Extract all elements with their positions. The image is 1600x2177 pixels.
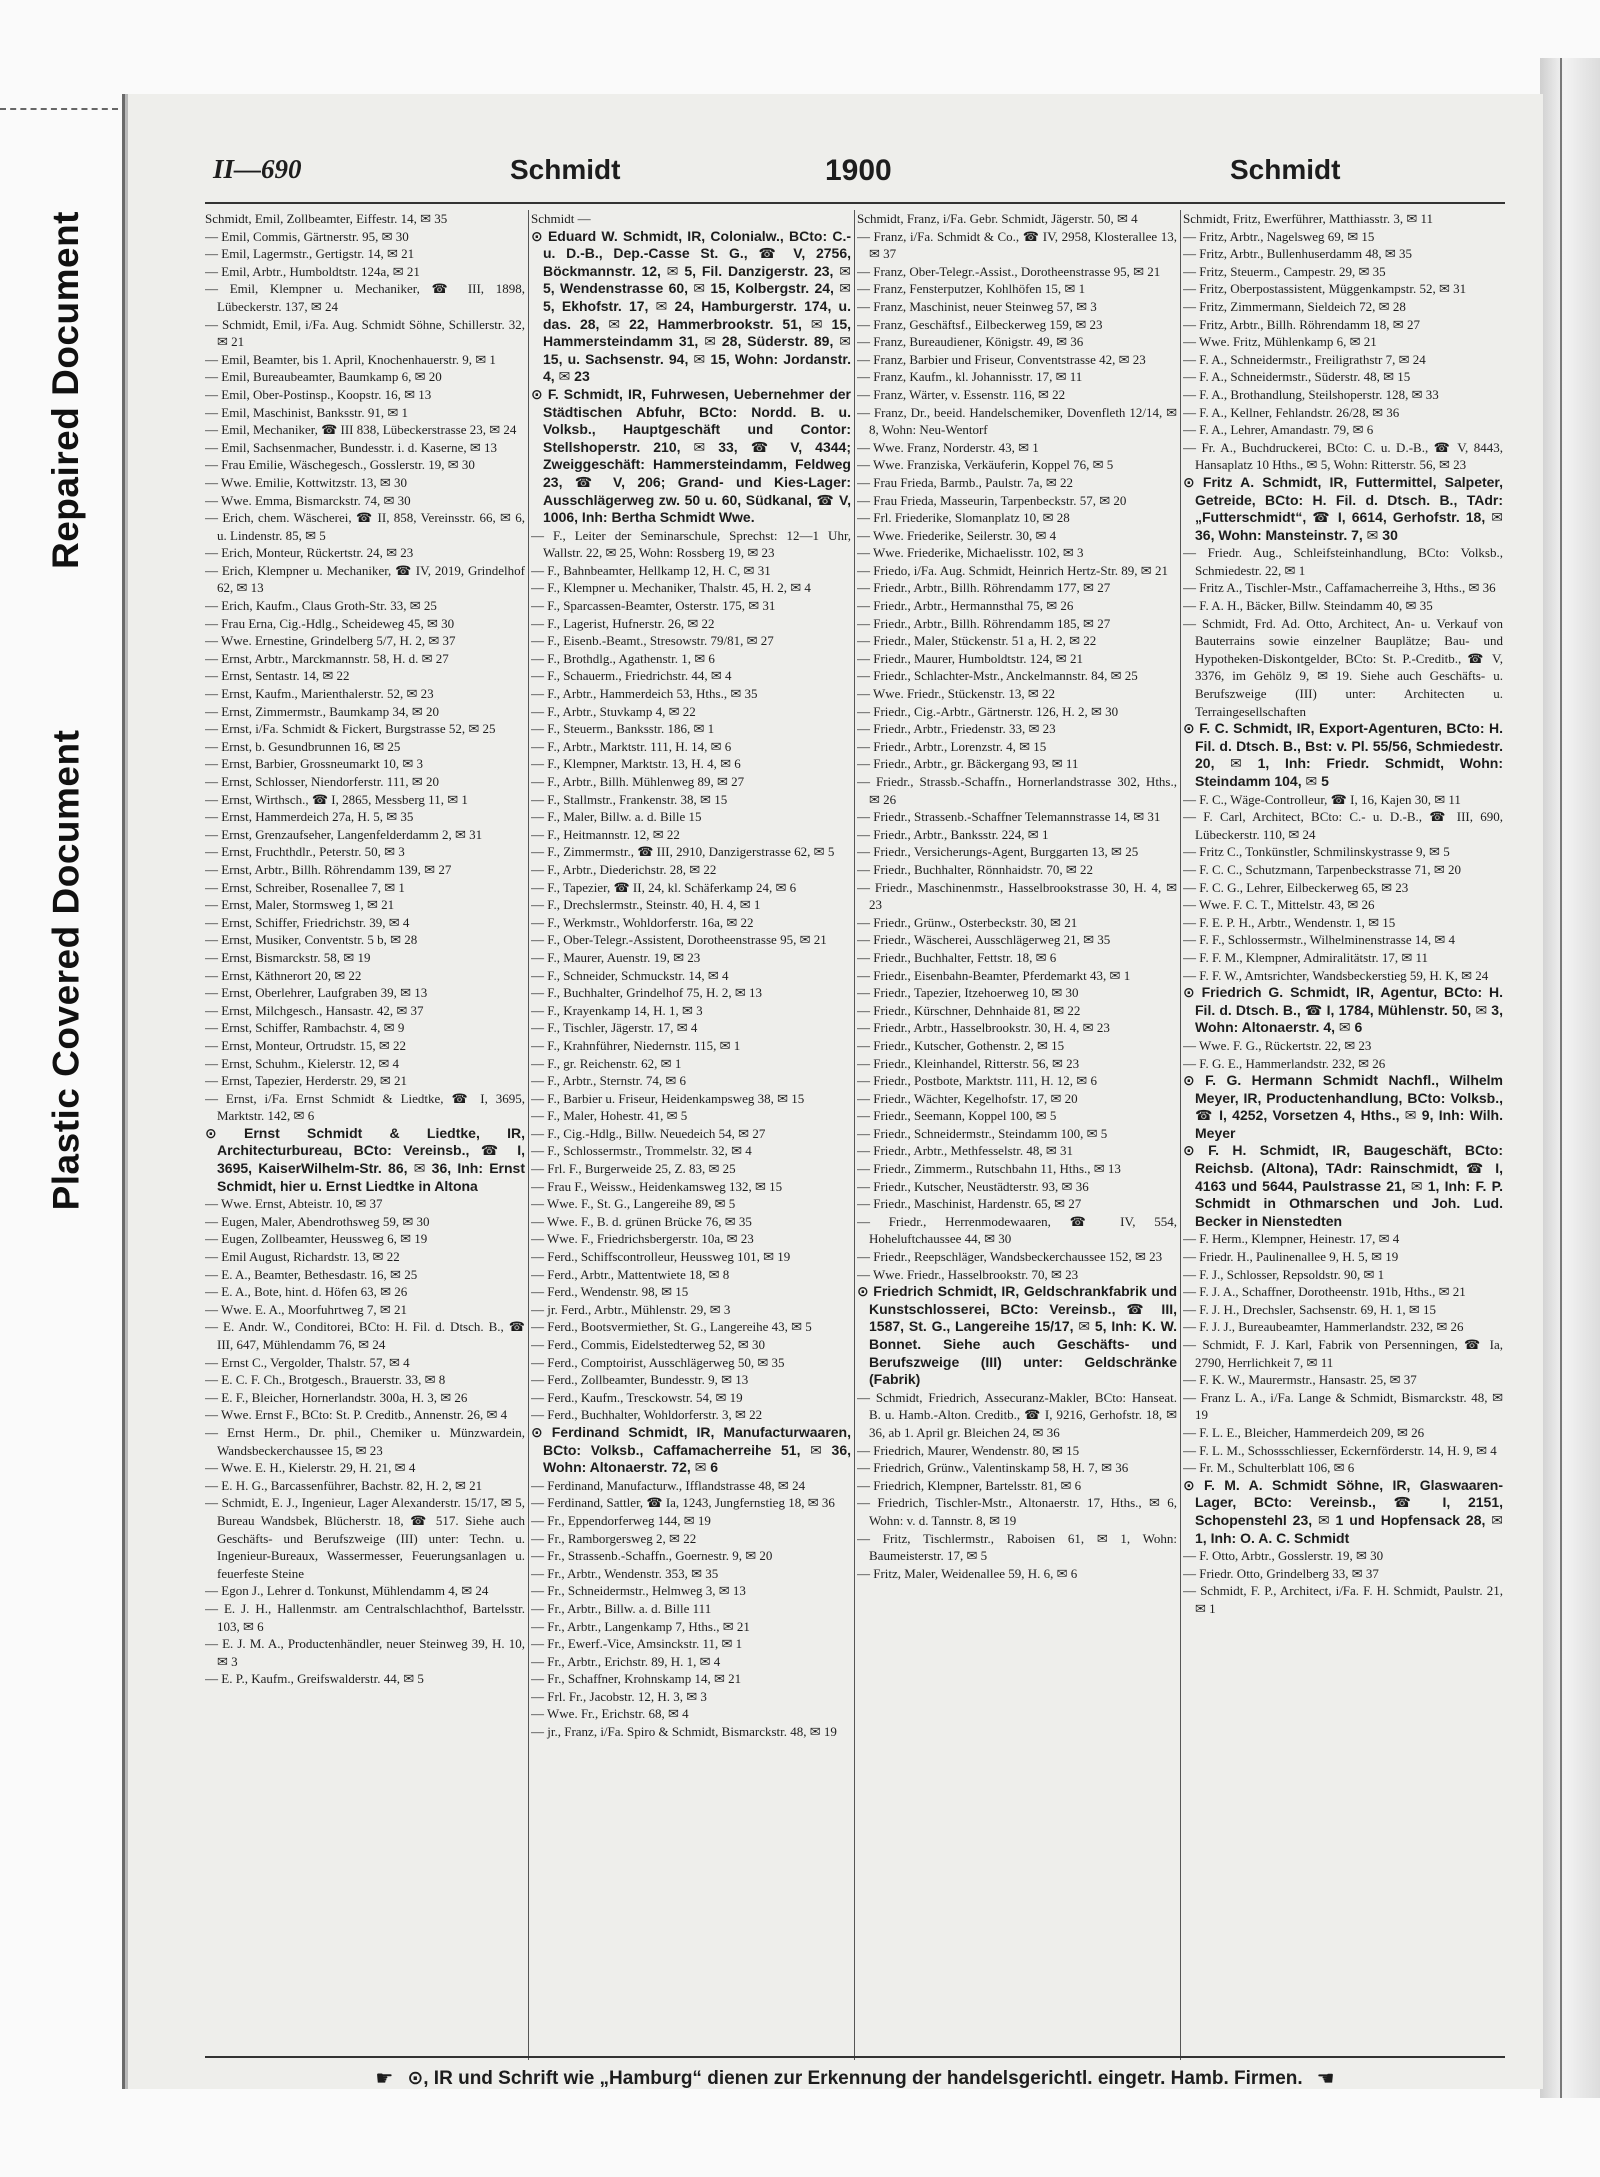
directory-entry: — Egon J., Lehrer d. Tonkunst, Mühlendamm 4, ✉ 24: [205, 1583, 489, 1599]
directory-entry: — Ernst, Milchgesch., Hansastr. 42, ✉ 37: [205, 1002, 424, 1018]
directory-entry: ⊙ F. G. Hermann Schmidt Nachfl., Wilhelm Meyer, IR, Productenhandlung, BCto: Volksb., ☎ I, 4252, Vorsetzen 4, Hths., ✉ 9, Inh: Wilh. Meyer: [1183, 1072, 1503, 1141]
directory-entry: — Fr., Arbtr., Billw. a. d. Bille 111: [531, 1600, 712, 1616]
directory-entry: — F. J. H., Drechsler, Sachsenstr. 69, H. 1, ✉ 15: [1183, 1301, 1437, 1317]
directory-entry: — Erich, chem. Wäscherei, ☎ II, 858, Vereinsstr. 66, ✉ 6, u. Lindenstr. 85, ✉ 5: [205, 510, 525, 543]
directory-entry: — F., Maurer, Auenstr. 19, ✉ 23: [531, 949, 701, 965]
directory-entry: — Fritz, Oberpostassistent, Müggenkampstr. 52, ✉ 31: [1183, 281, 1467, 297]
directory-entry: — Wwe. E. H., Kielerstr. 29, H. 21, ✉ 4: [205, 1460, 416, 1476]
directory-entry: — Emil, Commis, Gärtnerstr. 95, ✉ 30: [205, 228, 409, 244]
directory-entry: ⊙ Eduard W. Schmidt, IR, Colonialw., BCto: C.- u. D.-B., Dep.-Casse St. G., ☎ V, 2756, Böckmannstr. 12, ✉ 5, Fil. Danzigerstr. 23, ✉ 5, Wendenstrasse 60, ✉ 15, Kolbergstr. 24, ✉ 5, Ekhofstr. 17, ✉ 24, Hamburgerstr. 174, u. das. 28, ✉ 22, Hammerbrookstr. 51, ✉ 15, Hammersteindamm 31, ✉ 28, Süderstr. 89, ✉ 15, u. Sachsenstr. 94, ✉ 15, Wohn: Jordanstr. 4, ✉ 23: [531, 227, 851, 385]
directory-entry: — Ferd., Buchhalter, Wohldorferstr. 3, ✉ 22: [531, 1407, 763, 1423]
directory-entry: — Ernst Herm., Dr. phil., Chemiker u. Münzwardein, Wandsbeckerchaussee 15, ✉ 23: [205, 1424, 525, 1458]
directory-entry: — Fritz, Tischlermstr., Raboisen 61, ✉ 1, Wohn: Baumeisterstr. 17, ✉ 5: [857, 1530, 1177, 1564]
directory-entry: Schmidt —: [531, 211, 591, 226]
page-header: [205, 154, 1505, 194]
directory-entry: — Ernst, Monteur, Ortrudstr. 15, ✉ 22: [205, 1037, 407, 1053]
directory-entry: — Eugen, Zollbeamter, Heussweg 6, ✉ 19: [205, 1231, 428, 1247]
directory-entry: — Franz L. A., i/Fa. Lange & Schmidt, Bismarckstr. 48, ✉ 19: [1183, 1389, 1503, 1423]
directory-entry: — F., Arbtr., Billh. Mühlenweg 89, ✉ 27: [531, 774, 745, 789]
directory-entry: — F. C., Wäge-Controlleur, ☎ I, 16, Kajen 30, ✉ 11: [1183, 791, 1461, 807]
directory-entry: — F., Arbtr., Stuvkamp 4, ✉ 22: [531, 703, 696, 719]
directory-entry: — Erich, Klempner u. Mechaniker, ☎ IV, 2019, Grindelhof 62, ✉ 13: [205, 562, 525, 596]
directory-entry: — Friedr., Kutscher, Neustädterstr. 93, ✉ 36: [857, 1178, 1089, 1194]
directory-entry: — Friedr., Cig.-Arbtr., Gärtnerstr. 126, H. 2, ✉ 30: [857, 703, 1119, 719]
directory-entry: — jr. Ferd., Arbtr., Mühlenstr. 29, ✉ 3: [531, 1301, 731, 1317]
directory-entry: — Wwe. Friedr., Stückenstr. 13, ✉ 22: [857, 686, 1056, 702]
directory-entry: — Wwe. Emma, Bismarckstr. 74, ✉ 30: [205, 492, 411, 508]
directory-entry: Schmidt, Franz, i/Fa. Gebr. Schmidt, Jägerstr. 50, ✉ 4: [857, 211, 1138, 226]
directory-entry: — E. A., Beamter, Bethesdastr. 16, ✉ 25: [205, 1266, 418, 1282]
directory-entry: — Emil August, Richardstr. 13, ✉ 22: [205, 1249, 400, 1265]
directory-entry: ⊙ F. Schmidt, IR, Fuhrwesen, Uebernehmer der Städtischen Abfuhr, BCto: Nordd. B. u. Volksb., Hauptgeschäft und Contor: Stellshoperstr. 210, ✉ 33, ☎ V, 4344; Zweiggeschäft: Hammersteindamm, Feldweg 23, ☎ V, 206; Grand- und Kies-Lager: Ausschlägerweg zw. 50 u. 60, Südkanal, ☎ V, 1006, Inh: Bertha Schmidt Wwe.: [531, 385, 851, 526]
directory-entry: — F., Maler, Hohestr. 41, ✉ 5: [531, 1108, 688, 1124]
directory-entry: — Franz, i/Fa. Schmidt & Co., ☎ IV, 2958, Klosterallee 13, ✉ 37: [857, 228, 1177, 262]
directory-entry: — Ernst, Fruchthdlr., Peterstr. 50, ✉ 3: [205, 844, 405, 860]
directory-entry: — Schmidt, F. P., Architect, i/Fa. F. H. Schmidt, Paulstr. 21, ✉ 1: [1183, 1583, 1503, 1616]
directory-entry: — Emil, Lagermstr., Gertigstr. 14, ✉ 21: [205, 246, 415, 262]
directory-entry: — F., Schauerm., Friedrichstr. 44, ✉ 4: [531, 668, 732, 684]
directory-entry: — Ferdinand, Manufacturw., Ifflandstrasse 48, ✉ 24: [531, 1477, 806, 1493]
directory-entry: — Frl. F., Burgerweide 25, Z. 83, ✉ 25: [531, 1161, 736, 1177]
directory-entry: — Wwe. Ernst, Abteistr. 10, ✉ 37: [205, 1196, 383, 1212]
directory-entry: — F., Krahnführer, Niedernstr. 115, ✉ 1: [531, 1037, 741, 1053]
directory-entry: — F. L. E., Bleicher, Hammerdeich 209, ✉ 26: [1183, 1424, 1425, 1440]
directory-entry: ⊙ F. H. Schmidt, IR, Baugeschäft, BCto: Reichsb. (Altona), TAdr: Rainschmidt, ☎ I, 4163 und 5644, Paulstrasse 21, ✉ 1, Inh: F. P. Schmidt in Othmarschen und Joh. Lud. Becker in Nienstedten: [1183, 1142, 1503, 1229]
directory-entry: — Eugen, Maler, Abendrothsweg 59, ✉ 30: [205, 1213, 430, 1229]
directory-entry: — Emil, Sachsenmacher, Bundesstr. i. d. Kaserne, ✉ 13: [205, 439, 497, 455]
directory-entry: — Friedr., Buchhalter, Rönnhaidstr. 70, ✉ 22: [857, 861, 1094, 877]
dashed-cut-line: [0, 108, 118, 110]
directory-entry: — Friedr., Arbtr., Billh. Röhrendamm 185, ✉ 27: [857, 615, 1111, 631]
directory-entry: — F. E. P. H., Arbtr., Wendenstr. 1, ✉ 15: [1183, 914, 1396, 930]
pointing-hand-left-icon: ☛: [375, 2067, 394, 2090]
directory-entry: — Fritz A., Tischler-Mstr., Caffamacherreihe 3, Hths., ✉ 36: [1183, 580, 1496, 596]
directory-entry: — Wwe. Friederike, Michaelisstr. 102, ✉ 3: [857, 545, 1084, 561]
directory-entry: — Friedr., Kürschner, Dehnhaide 81, ✉ 22: [857, 1002, 1081, 1018]
directory-entry: — Fr., Eppendorferweg 144, ✉ 19: [531, 1512, 711, 1528]
directory-entry: — Franz, Ober-Telegr.-Assist., Dorotheenstrasse 95, ✉ 21: [857, 263, 1161, 279]
directory-entry: — F., Ober-Telegr.-Assistent, Dorotheenstrasse 95, ✉ 21: [531, 932, 827, 948]
directory-entry: — Friedr., Arbtr., Hermannsthal 75, ✉ 26: [857, 598, 1074, 614]
directory-entry: — Erich, Monteur, Rückertstr. 24, ✉ 23: [205, 545, 414, 561]
column-4: [1183, 210, 1503, 2060]
directory-entry: — Fr., Schneidermstr., Helmweg 3, ✉ 13: [531, 1583, 746, 1599]
directory-entry: — F., Stallmstr., Frankenstr. 38, ✉ 15: [531, 791, 728, 807]
directory-entry: ⊙ F. M. A. Schmidt Söhne, IR, Glaswaaren-Lager, BCto: Vereinsb., ☎ I, 2151, Schopenstehl 23, ✉ 1 und Hopfensack 28, ✉ 1, Inh: O. A. C. Schmidt: [1183, 1476, 1503, 1546]
directory-entry: — Friedr., Arbtr., Friedenstr. 33, ✉ 23: [857, 721, 1056, 737]
directory-entry: — Friedr., Arbtr., Hasselbrookstr. 30, H. 4, ✉ 23: [857, 1020, 1110, 1036]
directory-entry: — F., Heitmannstr. 12, ✉ 22: [531, 826, 680, 842]
directory-entry: — Franz, Dr., beeid. Handelschemiker, Dovenfleth 12/14, ✉ 8, Wohn: Neu-Wentorf: [857, 404, 1177, 438]
directory-entry: — Friedr. H., Paulinenallee 9, H. 5, ✉ 19: [1183, 1249, 1399, 1265]
directory-entry: — Fritz, Arbtr., Nagelsweg 69, ✉ 15: [1183, 228, 1375, 244]
header-left-name: Schmidt: [510, 154, 621, 185]
directory-entry: — F., Drechslermstr., Steinstr. 40, H. 4, ✉ 1: [531, 897, 761, 913]
directory-entry: — Emil, Klempner u. Mechaniker, ☎ III, 1898, Lübeckerstr. 137, ✉ 24: [205, 281, 525, 314]
directory-entry: — Wwe. Friedr., Hasselbrookstr. 70, ✉ 23: [857, 1266, 1079, 1282]
directory-entry: — Fr., Arbtr., Erichstr. 89, H. 1, ✉ 4: [531, 1653, 721, 1669]
directory-entry: — F. A., Lehrer, Amandastr. 79, ✉ 6: [1183, 422, 1374, 438]
directory-entry: ⊙ Ferdinand Schmidt, IR, Manufacturwaaren, BCto: Volksb., Caffamacherreihe 51, ✉ 36, Wohn: Altonaerstr. 72, ✉ 6: [531, 1423, 851, 1476]
directory-entry: — Friedr., Versicherungs-Agent, Burggarten 13, ✉ 25: [857, 844, 1139, 860]
directory-entry: — F., Schneider, Schmuckstr. 14, ✉ 4: [531, 967, 729, 983]
directory-entry: — Friedr., Kleinhandel, Ritterstr. 56, ✉ 23: [857, 1055, 1080, 1071]
directory-entry: — Frau Frieda, Masseurin, Tarpenbeckstr. 57, ✉ 20: [857, 492, 1127, 508]
directory-entry: ⊙ Ernst Schmidt & Liedtke, IR, Architecturbureau, BCto: Vereinsb., ☎ I, 3695, KaiserWilhelm-Str. 86, ✉ 36, Inh: Ernst Schmidt, hier u. Ernst Liedtke in Altona: [205, 1124, 525, 1194]
directory-entry: — Ferd., Arbtr., Mattentwiete 18, ✉ 8: [531, 1266, 730, 1282]
directory-entry: — Ernst, Schiffer, Rambachstr. 4, ✉ 9: [205, 1020, 405, 1036]
directory-entry: — Ernst, Arbtr., Billh. Röhrendamm 139, ✉ 27: [205, 861, 452, 877]
directory-entry: — Fr. A., Buchdruckerei, BCto: C. u. D.-B., ☎ V, 8443, Hansaplatz 10 Hths., ✉ 5, Wohn: Ritterstr. 56, ✉ 23: [1183, 439, 1503, 473]
directory-entry: — Fritz, Zimmermann, Sieldeich 72, ✉ 28: [1183, 298, 1406, 314]
directory-entry: — F., Cig.-Hdlg., Billw. Neuedeich 54, ✉ 27: [531, 1125, 766, 1141]
directory-entry: — Ernst, Schuhm., Kielerstr. 12, ✉ 4: [205, 1055, 399, 1071]
directory-entry: — Friedrich, Maurer, Wendenstr. 80, ✉ 15: [857, 1442, 1080, 1458]
directory-entry: — F. A., Brothandlung, Steilshoperstr. 128, ✉ 33: [1183, 386, 1439, 402]
page-edge-strip: [1540, 58, 1600, 2098]
directory-entry: — Frl. Fr., Jacobstr. 12, H. 3, ✉ 3: [531, 1688, 707, 1704]
directory-entry: — Friedr., Arbtr., Lorenzstr. 4, ✉ 15: [857, 738, 1047, 754]
directory-entry: — F. Otto, Arbtr., Gosslerstr. 19, ✉ 30: [1183, 1548, 1384, 1564]
directory-entry: — Ernst, Grenzaufseher, Langenfelderdamm 2, ✉ 31: [205, 826, 483, 842]
directory-entry: — Wwe. Franz, Norderstr. 43, ✉ 1: [857, 439, 1039, 455]
directory-entry: — Friedr., Arbtr., Banksstr. 224, ✉ 1: [857, 826, 1049, 842]
directory-entry: — Frau Erna, Cig.-Hdlg., Scheideweg 45, ✉ 30: [205, 615, 455, 631]
page-number: II—690: [213, 154, 302, 184]
directory-entry: — Wwe. F., Friedrichsbergerstr. 10a, ✉ 23: [531, 1231, 754, 1247]
directory-entry: — Schmidt, F. J. Karl, Fabrik von Persenningen, ☎ Ia, 2790, Herrlichkeit 7, ✉ 11: [1183, 1337, 1503, 1370]
directory-entry: — Fr. M., Schulterblatt 106, ✉ 6: [1183, 1460, 1355, 1476]
directory-entry: — F., Tischler, Jägerstr. 17, ✉ 4: [531, 1020, 698, 1036]
directory-entry: — Wwe. Ernestine, Grindelberg 5/7, H. 2, ✉ 37: [205, 633, 456, 649]
directory-entry: — Friedr., Maurer, Humboldtstr. 124, ✉ 21: [857, 650, 1083, 666]
directory-entry: — Emil, Maschinist, Banksstr. 91, ✉ 1: [205, 404, 409, 420]
directory-entry: — Ferd., Comptoirist, Ausschlägerweg 50, ✉ 35: [531, 1354, 785, 1370]
directory-entry: — Wwe. Friederike, Seilerstr. 30, ✉ 4: [857, 527, 1057, 543]
directory-entry: — F. K. W., Maurermstr., Hansastr. 25, ✉ 37: [1183, 1372, 1417, 1388]
directory-entry: — Ernst, Barbier, Grossneumarkt 10, ✉ 3: [205, 756, 423, 772]
directory-entry: — Emil, Beamter, bis 1. April, Knochenhauerstr. 9, ✉ 1: [205, 351, 496, 367]
directory-entry: — Emil, Bureaubeamter, Baumkamp 6, ✉ 20: [205, 369, 442, 385]
column-2: [531, 210, 851, 2060]
directory-entry: — Franz, Barbier und Friseur, Conventstrasse 42, ✉ 23: [857, 351, 1146, 367]
directory-entry: — Fr., Schaffner, Krohnskamp 14, ✉ 21: [531, 1671, 742, 1687]
directory-entry: — F. F. W., Amtsrichter, Wandsbeckerstieg 59, H. K, ✉ 24: [1183, 967, 1489, 983]
directory-entry: — F. J., Schlosser, Repsoldstr. 90, ✉ 1: [1183, 1266, 1385, 1282]
directory-entry: — Friedr., Maler, Stückenstr. 51 a, H. 2, ✉ 22: [857, 633, 1097, 649]
repaired-document-text: Repaired Document: [45, 210, 87, 570]
page-footer: [205, 2056, 1505, 2090]
directory-entry: — Wwe. F., B. d. grünen Brücke 76, ✉ 35: [531, 1213, 752, 1229]
directory-entry: — Friedo, i/Fa. Aug. Schmidt, Heinrich Hertz-Str. 89, ✉ 21: [857, 562, 1168, 578]
directory-entry: — E. H. G., Barcassenführer, Bachstr. 82, H. 2, ✉ 21: [205, 1477, 483, 1493]
directory-entry: — Schmidt, Frd. Ad. Otto, Architect, An- u. Verkauf von Bauterrains sowie einzelner Bauplätze; Bau- und Hypotheken-Diskontgelder, BCto: St. P.-Creditb., ☎ V, 3376, im Gehölz 9, ✉ 19. Siehe auch Geschäfts- u. Berufszweige (III) unter: Architecten u. Terraingesellschaften: [1183, 615, 1503, 719]
directory-entry: — F., Buchhalter, Grindelhof 75, H. 2, ✉ 13: [531, 985, 763, 1001]
directory-entry: — Ferd., Bootsvermiether, St. G., Langereihe 43, ✉ 5: [531, 1319, 812, 1335]
directory-entry: — F., Arbtr., Diederichstr. 28, ✉ 22: [531, 861, 717, 877]
directory-entry: — Ernst, Arbtr., Marckmannstr. 58, H. d. ✉ 27: [205, 650, 449, 666]
directory-entry: — Wwe. F. C. T., Mittelstr. 43, ✉ 26: [1183, 897, 1375, 913]
columns-area: [205, 210, 1505, 2060]
directory-entry: — Friedr., Buchhalter, Fettstr. 18, ✉ 6: [857, 949, 1057, 965]
directory-entry: — Fr., Ramborgersweg 2, ✉ 22: [531, 1530, 697, 1546]
directory-page: [122, 94, 1543, 2089]
directory-entry: — Ernst, Schlosser, Niendorferstr. 111, ✉ 20: [205, 774, 439, 789]
directory-entry: — jr., Franz, i/Fa. Spiro & Schmidt, Bismarckstr. 48, ✉ 19: [531, 1724, 837, 1740]
directory-entry: — Wwe. Fr., Erichstr. 68, ✉ 4: [531, 1706, 689, 1722]
directory-entry: — F. A., Schneidermstr., Freiligrathstr 7, ✉ 24: [1183, 351, 1426, 367]
directory-entry: Schmidt, Fritz, Ewerführer, Matthiasstr. 3, ✉ 11: [1183, 211, 1433, 226]
directory-entry: — Friedr., Arbtr., Methfesselstr. 48, ✉ 31: [857, 1143, 1073, 1159]
directory-entry: — F. A., Kellner, Fehlandstr. 26/28, ✉ 36: [1183, 404, 1400, 420]
directory-entry: — F., Arbtr., Sternstr. 74, ✉ 6: [531, 1073, 687, 1089]
directory-entry: — F. C. G., Lehrer, Eilbeckerweg 65, ✉ 23: [1183, 879, 1409, 895]
directory-entry: — Friedr. Aug., Schleifsteinhandlung, BCto: Volksb., Schmiedestr. 22, ✉ 1: [1183, 545, 1503, 578]
directory-entry: — Friedr., Arbtr., Billh. Röhrendamm 177, ✉ 27: [857, 580, 1111, 596]
directory-entry: — Schmidt, E. J., Ingenieur, Lager Alexanderstr. 15/17, ✉ 5, Bureau Wandsbek, Blücherstr. 18, ☎ 517. Siehe auch Geschäfts- und Berufszweige (III) unter: Techn. u. Ingenieur-Bureaux, Wassermesser, Feuerungsanlagen u. feuerfeste Steine: [205, 1495, 525, 1581]
directory-entry: — Friedr., Maschinist, Hardenstr. 65, ✉ 27: [857, 1196, 1082, 1212]
column-1: [205, 210, 525, 2060]
directory-entry: — Friedr., Tapezier, Itzehoerweg 10, ✉ 30: [857, 985, 1079, 1001]
directory-entry: — Fr., Ewerf.-Vice, Amsinckstr. 11, ✉ 1: [531, 1636, 743, 1652]
directory-entry: — Friedrich, Grünw., Valentinskamp 58, H. 7, ✉ 36: [857, 1460, 1129, 1476]
directory-entry: — Ernst, Tapezier, Herderstr. 29, ✉ 21: [205, 1073, 408, 1089]
directory-entry: — Ernst, Hammerdeich 27a, H. 5, ✉ 35: [205, 809, 414, 825]
plastic-covered-label: [18, 690, 114, 1250]
directory-entry: — F., Leiter der Seminarschule, Sprechst: 12—1 Uhr, Wallstr. 22, ✉ 25, Wohn: Rossberg 19, ✉ 23: [531, 527, 851, 561]
directory-entry: — Friedr., Wäscherei, Ausschlägerweg 21, ✉ 35: [857, 932, 1111, 948]
directory-entry: — F. F. M., Klempner, Admiralitätstr. 17, ✉ 11: [1183, 949, 1429, 965]
directory-entry: — F. F., Schlossermstr., Wilhelminenstrasse 14, ✉ 4: [1183, 932, 1456, 948]
directory-entry: Schmidt, Emil, Zollbeamter, Eiffestr. 14, ✉ 35: [205, 211, 448, 226]
directory-entry: — E. J. M. A., Productenhändler, neuer Steinweg 39, H. 10, ✉ 3: [205, 1636, 525, 1669]
directory-entry: — Fritz, Steuerm., Campestr. 29, ✉ 35: [1183, 263, 1386, 279]
directory-entry: — Fritz C., Tonkünstler, Schmilinskystrasse 9, ✉ 5: [1183, 844, 1450, 860]
footer-note: ⊙, IR und Schrift wie „Hamburg“ dienen zur Erkennung der handelsgerichtl. eingetr. Hamb. Firmen.: [407, 2067, 1303, 2089]
header-rule: [205, 202, 1505, 204]
directory-entry: — Friedr., Schlachter-Mstr., Anckelmannstr. 84, ✉ 25: [857, 668, 1138, 684]
directory-entry: — Schmidt, Friedrich, Assecuranz-Makler, BCto: Hanseat. B. u. Hamb.-Alton. Creditb., ☎ I, 9216, Gerhofstr. 18, ✉ 36, ab 1. April gr. Bleichen 24, ✉ 36: [857, 1389, 1177, 1440]
column-divider: [528, 210, 529, 2060]
directory-entry: — Franz, Fensterputzer, Kohlhöfen 15, ✉ 1: [857, 281, 1086, 297]
directory-entry: — Friedrich, Tischler-Mstr., Altonaerstr. 17, Hths., ✉ 6, Wohn: v. d. Tannstr. 8, ✉ 19: [857, 1495, 1177, 1528]
directory-entry: — Ferd., Wendenstr. 98, ✉ 15: [531, 1284, 689, 1300]
directory-entry: — Franz, Bureaudiener, Königstr. 49, ✉ 36: [857, 334, 1084, 350]
directory-entry: — Ernst, Bismarckstr. 58, ✉ 19: [205, 949, 371, 965]
directory-entry: — Ernst, Schreiber, Rosenallee 7, ✉ 1: [205, 879, 405, 895]
directory-entry: — E. F., Bleicher, Hornerlandstr. 300a, H. 3, ✉ 26: [205, 1389, 468, 1405]
directory-entry: — Ernst, i/Fa. Ernst Schmidt & Liedtke, ☎ I, 3695, Marktstr. 142, ✉ 6: [205, 1090, 525, 1124]
directory-entry: — F. C. C., Schutzmann, Tarpenbeckstrasse 71, ✉ 20: [1183, 861, 1462, 877]
directory-entry: ⊙ Friedrich G. Schmidt, IR, Agentur, BCto: H. Fil. d. Dtsch. B., ☎ I, 1784, Mühlenstr. 50, ✉ 3, Wohn: Altonaerstr. 4, ✉ 6: [1183, 984, 1503, 1036]
directory-entry: — Emil, Ober-Postinsp., Koopstr. 16, ✉ 13: [205, 386, 432, 402]
directory-entry: — F., Werkmstr., Wohldorferstr. 16a, ✉ 22: [531, 914, 754, 930]
directory-entry: — F., Lagerist, Hufnerstr. 26, ✉ 22: [531, 615, 715, 631]
directory-entry: — Wwe. E. A., Moorfuhrtweg 7, ✉ 21: [205, 1301, 408, 1317]
directory-entry: — Friedr., Grünw., Osterbeckstr. 30, ✉ 21: [857, 914, 1078, 930]
directory-entry: — Friedr., Zimmerm., Rutschbahn 11, Hths., ✉ 13: [857, 1161, 1121, 1177]
directory-entry: — Ernst, Maler, Stormsweg 1, ✉ 21: [205, 897, 395, 913]
directory-entry: — F., Klempner u. Mechaniker, Thalstr. 45, H. 2, ✉ 4: [531, 580, 811, 596]
directory-entry: — F., Eisenb.-Beamt., Stresowstr. 79/81, ✉ 27: [531, 633, 774, 649]
directory-entry: — F., Arbtr., Marktstr. 111, H. 14, ✉ 6: [531, 738, 732, 754]
directory-entry: — Ernst C., Vergolder, Thalstr. 57, ✉ 4: [205, 1354, 410, 1370]
header-year: 1900: [825, 154, 892, 187]
directory-entry: — Friedr., Postbote, Marktstr. 111, H. 12, ✉ 6: [857, 1073, 1097, 1089]
repaired-document-label: [18, 130, 114, 650]
directory-entry: — F., Maler, Billw. a. d. Bille 15: [531, 809, 702, 825]
directory-entry: — Schmidt, Emil, i/Fa. Aug. Schmidt Söhne, Schillerstr. 32, ✉ 21: [205, 316, 525, 350]
directory-entry: — Fritz, Maler, Weidenallee 59, H. 6, ✉ 6: [857, 1565, 1078, 1581]
directory-entry: — Ferd., Commis, Eidelstedterweg 52, ✉ 30: [531, 1337, 766, 1352]
directory-entry: — Franz, Geschäftsf., Eilbeckerweg 159, ✉ 23: [857, 316, 1103, 332]
directory-entry: — F., Zimmermstr., ☎ III, 2910, Danzigerstrasse 62, ✉ 5: [531, 844, 835, 860]
directory-entry: — F., Arbtr., Hammerdeich 53, Hths., ✉ 35: [531, 686, 758, 702]
directory-entry: — Wwe. Fritz, Mühlenkamp 6, ✉ 21: [1183, 334, 1377, 350]
directory-entry: — F., Tapezier, ☎ II, 24, kl. Schäferkamp 24, ✉ 6: [531, 879, 797, 895]
directory-entry: — F. A. H., Bäcker, Billw. Steindamm 40, ✉ 35: [1183, 598, 1433, 614]
directory-entry: — F. G. E., Hammerlandstr. 232, ✉ 26: [1183, 1055, 1386, 1071]
directory-entry: — F. Carl, Architect, BCto: C.- u. D.-B., ☎ III, 690, Lübeckerstr. 110, ✉ 24: [1183, 809, 1503, 842]
directory-entry: — Emil, Arbtr., Humboldtstr. 124a, ✉ 21: [205, 263, 420, 279]
directory-entry: — F. L. M., Schossschliesser, Eckernförderstr. 14, H. 9, ✉ 4: [1183, 1442, 1497, 1458]
directory-entry: — E. C. F. Ch., Brotgesch., Brauerstr. 33, ✉ 8: [205, 1372, 446, 1388]
directory-entry: — F. J. J., Bureaubeamter, Hammerlandstr. 232, ✉ 26: [1183, 1319, 1464, 1335]
directory-entry: — Friedr. Otto, Grindelberg 33, ✉ 37: [1183, 1565, 1379, 1581]
directory-entry: — Frau Emilie, Wäschegesch., Gosslerstr. 19, ✉ 30: [205, 457, 475, 473]
directory-entry: — Ferd., Schiffscontrolleur, Heussweg 101, ✉ 19: [531, 1249, 791, 1265]
directory-entry: — Ernst, Zimmermstr., Baumkamp 34, ✉ 20: [205, 703, 440, 719]
directory-entry: — Frau Frieda, Barmb., Paulstr. 7a, ✉ 22: [857, 474, 1073, 490]
directory-entry: ⊙ Fritz A. Schmidt, IR, Futtermittel, Salpeter, Getreide, BCto: H. Fil. d. Dtsch. B., TAdr: „Futterschmidt“, ☎ I, 6614, Gerhofstr. 18, ✉ 36, Wohn: Mansteinstr. 7, ✉ 30: [1183, 473, 1503, 543]
directory-entry: — Ernst, Musiker, Conventstr. 5 b, ✉ 28: [205, 932, 418, 948]
header-right-name: Schmidt: [1230, 154, 1341, 185]
directory-entry: — Friedr., Maschinenmstr., Hasselbrookstrasse 30, H. 4, ✉ 23: [857, 879, 1177, 913]
directory-entry: — Franz, Kaufm., kl. Johannisstr. 17, ✉ 11: [857, 369, 1083, 385]
directory-entry: — Wwe. Emilie, Kottwitzstr. 13, ✉ 30: [205, 474, 408, 490]
directory-entry: — Friedr., Kutscher, Gothenstr. 2, ✉ 15: [857, 1037, 1065, 1053]
directory-entry: — Fr., Strassenb.-Schaffn., Goernestr. 9, ✉ 20: [531, 1548, 773, 1564]
directory-entry: — Friedr., Herrenmodewaaren, ☎ IV, 554, Hoheluftchaussee 44, ✉ 30: [857, 1213, 1177, 1247]
directory-entry: — Friedr., Seemann, Koppel 100, ✉ 5: [857, 1108, 1057, 1124]
directory-entry: — Ernst, b. Gesundbrunnen 16, ✉ 25: [205, 738, 401, 754]
directory-entry: — Erich, Kaufm., Claus Groth-Str. 33, ✉ 25: [205, 598, 437, 614]
directory-entry: — E. Andr. W., Conditorei, BCto: H. Fil. d. Dtsch. B., ☎ III, 647, Mühlendamm 76, ✉ 24: [205, 1319, 525, 1352]
directory-entry: — F. A., Schneidermstr., Süderstr. 48, ✉ 15: [1183, 369, 1411, 385]
directory-entry: — Friedr., Reepschläger, Wandsbeckerchaussee 152, ✉ 23: [857, 1249, 1163, 1265]
directory-entry: — Wwe. F., St. G., Langereihe 89, ✉ 5: [531, 1196, 736, 1212]
directory-entry: — F. Herm., Klempner, Heinestr. 17, ✉ 4: [1183, 1231, 1400, 1247]
directory-entry: — Ernst, Schiffer, Friedrichstr. 39, ✉ 4: [205, 914, 410, 930]
plastic-covered-text: Plastic Covered Document: [45, 729, 86, 1211]
directory-entry: — Ferd., Zollbeamter, Bundesstr. 9, ✉ 13: [531, 1372, 749, 1388]
directory-entry: — Ernst, Wirthsch., ☎ I, 2865, Messberg 11, ✉ 1: [205, 791, 468, 807]
directory-entry: — Franz, Wärter, v. Essenstr. 116, ✉ 22: [857, 386, 1066, 402]
directory-entry: — Ernst, Kaufm., Marienthalerstr. 52, ✉ 23: [205, 686, 434, 702]
directory-entry: — Friedr., Wächter, Kegelhofstr. 17, ✉ 20: [857, 1090, 1078, 1106]
directory-entry: — Fr., Arbtr., Wendenstr. 353, ✉ 35: [531, 1565, 719, 1581]
directory-entry: — Wwe. Franziska, Verkäuferin, Koppel 76, ✉ 5: [857, 457, 1114, 473]
directory-entry: ⊙ Friedrich Schmidt, IR, Geldschrankfabrik und Kunstschlosserei, BCto: Vereinsb., ☎ III, 1587, St. G., Langereihe 15/17, ✉ 5, Inh: K. W. Bonnet. Siehe auch Geschäfts- und Berufszweige (III) unter: Geldschränke (Fabrik): [857, 1283, 1177, 1388]
directory-entry: — F., gr. Reichenstr. 62, ✉ 1: [531, 1055, 682, 1071]
directory-entry: ⊙ F. C. Schmidt, IR, Export-Agenturen, BCto: H. Fil. d. Dtsch. B., Bst: v. Pl. 55/56, Schmiedestr. 20, ✉ 1, Inh: Friedr. Schmidt, Wohn: Steindamm 104, ✉ 5: [1183, 720, 1503, 789]
directory-entry: — F., Schlossermstr., Trommelstr. 32, ✉ 4: [531, 1143, 752, 1159]
directory-entry: — Ernst, Sentastr. 14, ✉ 22: [205, 668, 350, 684]
directory-entry: — F., Sparcassen-Beamter, Osterstr. 175, ✉ 31: [531, 598, 776, 614]
column-3: [857, 210, 1177, 2060]
column-divider: [1180, 210, 1181, 2060]
directory-entry: — F., Klempner, Marktstr. 13, H. 4, ✉ 6: [531, 756, 741, 772]
directory-entry: — Fritz, Arbtr., Billh. Röhrendamm 18, ✉ 27: [1183, 316, 1420, 332]
directory-entry: — Friedr., Strassenb.-Schaffner Telemannstrasse 14, ✉ 31: [857, 809, 1161, 825]
directory-entry: — Franz, Maschinist, neuer Steinweg 57, ✉ 3: [857, 298, 1097, 314]
directory-entry: — Ernst, i/Fa. Schmidt & Fickert, Burgstrasse 52, ✉ 25: [205, 721, 496, 737]
directory-entry: — E. P., Kaufm., Greifswalderstr. 44, ✉ 5: [205, 1671, 424, 1687]
directory-entry: — Ferd., Kaufm., Tresckowstr. 54, ✉ 19: [531, 1389, 743, 1405]
directory-entry: — E. J. H., Hallenmstr. am Centralschlachthof, Bartelsstr. 103, ✉ 6: [205, 1600, 525, 1634]
pointing-hand-right-icon: ☚: [1316, 2067, 1335, 2090]
directory-entry: — F., Brothdlg., Agathenstr. 1, ✉ 6: [531, 650, 715, 666]
directory-entry: — Ernst, Oberlehrer, Laufgraben 39, ✉ 13: [205, 985, 428, 1001]
directory-entry: — Fritz, Arbtr., Bullenhuserdamm 48, ✉ 35: [1183, 246, 1412, 262]
column-divider: [854, 210, 855, 2060]
directory-entry: — F., Bahnbeamter, Hellkamp 12, H. C, ✉ 31: [531, 562, 771, 578]
directory-entry: — Friedr., Eisenbahn-Beamter, Pferdemarkt 43, ✉ 1: [857, 967, 1131, 983]
directory-entry: — E. A., Bote, hint. d. Höfen 63, ✉ 26: [205, 1284, 408, 1300]
directory-entry: — Friedr., Arbtr., gr. Bäckergang 93, ✉ 11: [857, 756, 1079, 772]
directory-entry: — Emil, Mechaniker, ☎ III 838, Lübeckerstrasse 23, ✉ 24: [205, 422, 517, 438]
directory-entry: — Friedr., Strassb.-Schaffn., Hornerlandstrasse 302, Hths., ✉ 26: [857, 774, 1177, 807]
directory-entry: — Friedrich, Klempner, Bartelsstr. 81, ✉ 6: [857, 1477, 1082, 1493]
directory-entry: — Ernst, Käthnerort 20, ✉ 22: [205, 967, 362, 983]
directory-entry: — Ferdinand, Sattler, ☎ Ia, 1243, Jungfernstieg 18, ✉ 36: [531, 1495, 835, 1511]
directory-entry: — Friedr., Schneidermstr., Steindamm 100, ✉ 5: [857, 1125, 1108, 1141]
directory-entry: — Wwe. Ernst F., BCto: St. P. Creditb., Annenstr. 26, ✉ 4: [205, 1407, 508, 1423]
directory-entry: — Frl. Friederike, Slomanplatz 10, ✉ 28: [857, 510, 1070, 526]
directory-entry: — Frau F., Weissw., Heidenkamsweg 132, ✉ 15: [531, 1178, 783, 1194]
directory-entry: — F., Krayenkamp 14, H. 1, ✉ 3: [531, 1002, 703, 1018]
directory-entry: — F. J. A., Schaffner, Dorotheenstr. 191b, Hths., ✉ 21: [1183, 1284, 1466, 1300]
directory-entry: — Wwe. F. G., Rückertstr. 22, ✉ 23: [1183, 1037, 1372, 1053]
directory-entry: — F., Barbier u. Friseur, Heidenkampsweg 38, ✉ 15: [531, 1090, 805, 1106]
directory-entry: — F., Steuerm., Banksstr. 186, ✉ 1: [531, 721, 715, 737]
directory-entry: — Fr., Arbtr., Langenkamp 7, Hths., ✉ 21: [531, 1618, 750, 1634]
